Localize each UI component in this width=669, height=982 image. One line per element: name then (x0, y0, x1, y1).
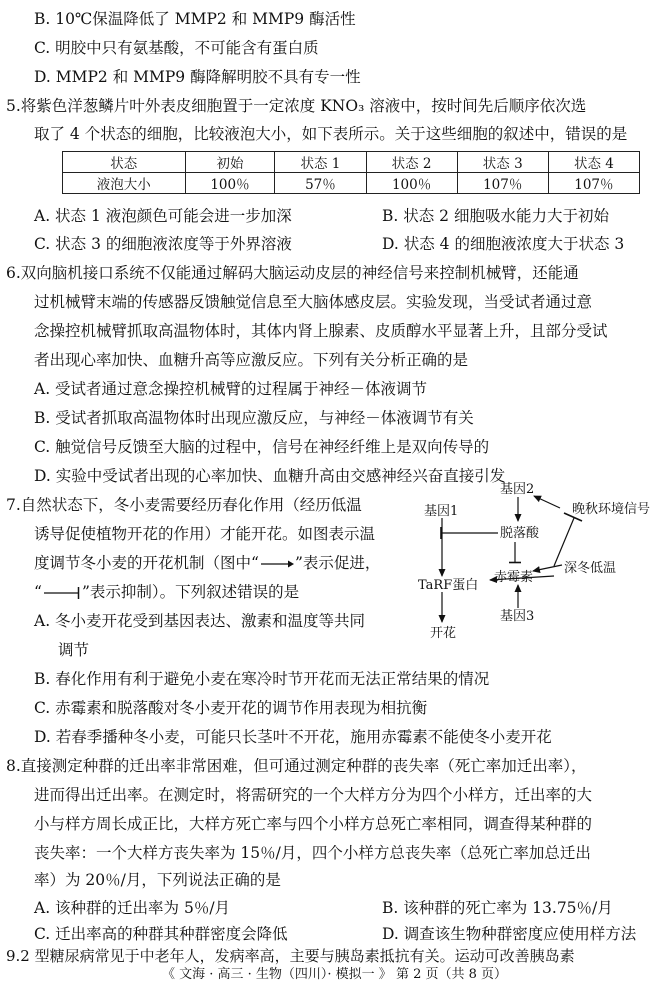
q8-stem-4: 丧失率：一个大样方丧失率为 15％/月，四个小样方总丧失率（总死亡率加总迁出 (34, 844, 591, 862)
q7-option-b: B. 春化作用有利于避免小麦在寒冷时节开花而无法正常结果的情况 (34, 670, 490, 688)
q7-stem-2: 诱导促使植物开花的作用）才能开花。如图表示温 (34, 525, 376, 543)
gene3-label: 基因3 (500, 609, 535, 624)
q8-stem-1: 8.直接测定种群的迁出率非常困难，但可通过测定种群的丧失率（死亡率加迁出率）， (6, 757, 587, 775)
q8-option-c: C. 迁出率高的种群其种群密度会降低 (34, 925, 288, 943)
table-cell: 状态 2 (366, 152, 457, 173)
page-footer: 《 文海 · 高三 · 生物（四川）· 模拟一 》 第 2 页（共 8 页） (161, 967, 508, 982)
table-cell: 状态 3 (457, 152, 548, 173)
table-cell: 107％ (548, 173, 639, 194)
q5-stem-1: 5.将紫色洋葱鳞片叶外表皮细胞置于一定浓度 KNO₃ 溶液中，按时间先后顺序依次选 (6, 97, 587, 115)
q6-stem-4: 者出现心率加快、血糖升高等应激反应。下列有关分析正确的是 (34, 351, 469, 369)
q7-stem-3-tail: ”表示促进， (294, 554, 381, 572)
q8-option-b: B. 该种群的死亡率为 13.75％/月 (382, 899, 613, 917)
q5-option-c: C. 状态 3 的细胞液浓度等于外界溶液 (34, 235, 292, 253)
q8-option-a: A. 该种群的迁出率为 5％/月 (34, 899, 231, 917)
q7-stem-4-open: “ (34, 583, 42, 601)
table-row (63, 152, 640, 173)
line-d-option: D. MMP2 和 MMP9 酶降解明胶不具有专一性 (34, 68, 361, 86)
table-cell: 状态 1 (275, 152, 366, 173)
q5-stem-2: 取了 4 个状态的细胞，比较液泡大小，如下表所示。关于这些细胞的叙述中，错误的是 (34, 125, 628, 143)
q7-stem-3-text: 度调节冬小麦的开花机制（图中“ (34, 554, 259, 572)
promote-arrow-icon (259, 558, 295, 570)
table-cell: 初始 (185, 152, 275, 173)
q8-stem-3: 小与样方周长成正比，大样方死亡率与四个小样方总死亡率相同，调查得某种群的 (34, 815, 593, 833)
q7-stem-3 (34, 553, 380, 573)
q5-option-a: A. 状态 1 液泡颜色可能会进一步加深 (34, 207, 292, 225)
table-cell: 100％ (366, 173, 457, 194)
inhibit-symbol-icon (42, 586, 82, 600)
flowering-mechanism-diagram (414, 478, 666, 644)
gibberellin-label: 赤霉素 (494, 570, 534, 585)
q5-option-b: B. 状态 2 细胞吸水能力大于初始 (382, 207, 609, 225)
q7-option-a-1: A. 冬小麦开花受到基因表达、激素和温度等共同 (34, 612, 366, 630)
table-cell: 状态 (63, 152, 186, 173)
table-cell: 液泡大小 (63, 173, 186, 194)
q8-stem-5: 率）为 20％/月，下列说法正确的是 (34, 871, 281, 889)
q8-option-d: D. 调查该生物种群密度应使用样方法 (382, 925, 637, 943)
q5-option-d: D. 状态 4 的细胞液浓度大于状态 3 (382, 235, 625, 253)
q6-stem-2: 过机械臂末端的传感器反馈触觉信息至大脑体感皮层。实验发现，当受试者通过意 (34, 293, 593, 311)
tarf-protein-label: TaRF蛋白 (418, 578, 479, 593)
q7-option-d: D. 若春季播种冬小麦，可能只长茎叶不开花，施用赤霉素不能使冬小麦开花 (34, 728, 552, 746)
q6-option-a: A. 受试者通过意念操控机械臂的过程属于神经－体液调节 (34, 380, 428, 398)
gene2-label: 基因2 (500, 482, 535, 497)
q6-stem-3: 念操控机械臂抓取高温物体时，其体内肾上腺素、皮质醇水平显著上升，且部分受试 (34, 322, 608, 340)
abscisic-acid-label: 脱落酸 (500, 526, 540, 541)
q7-stem-4-tail: ”表示抑制）。下列叙述错误的是 (81, 583, 300, 601)
q9-stem-1: 9.2 型糖尿病常见于中老年人，发病率高，主要与胰岛素抵抗有关。运动可改善胰岛素 (6, 947, 575, 965)
q6-option-c: C. 触觉信号反馈至大脑的过程中，信号在神经纤维上是双向传导的 (34, 438, 490, 456)
q6-option-d: D. 实验中受试者出现的心率加快、血糖升高由交感神经兴奋直接引发 (34, 467, 506, 485)
flowering-label: 开花 (430, 626, 457, 641)
line-c-option: C. 明胶中只有氨基酸，不可能含有蛋白质 (34, 39, 319, 57)
vacuole-size-table (62, 151, 640, 194)
table-cell: 57％ (275, 173, 366, 194)
q7-option-a-2: 调节 (58, 641, 90, 659)
table-cell: 107％ (457, 173, 548, 194)
q6-option-b: B. 受试者抓取高温物体时出现应激反应，与神经－体液调节有关 (34, 409, 474, 427)
table-cell: 100％ (185, 173, 275, 194)
q6-stem-1: 6.双向脑机接口系统不仅能通过解码大脑运动皮层的神经信号来控制机械臂，还能通 (6, 264, 579, 282)
gene1-label: 基因1 (424, 504, 459, 519)
table-cell: 状态 4 (548, 152, 639, 173)
q7-stem-1: 7.自然状态下，冬小麦需要经历春化作用（经历低温 (6, 496, 362, 514)
q7-option-c: C. 赤霉素和脱落酸对冬小麦开花的调节作用表现为相抗衡 (34, 699, 428, 717)
q8-stem-2: 进而得出迁出率。在测定时，将需研究的一个大样方分为四个小样方，迁出率的大 (34, 786, 593, 804)
q7-stem-4 (34, 582, 299, 602)
table-row (63, 173, 640, 194)
autumn-signal-label: 晚秋环境信号 (572, 502, 651, 517)
line-b-option: B. 10℃保温降低了 MMP2 和 MMP9 酶活性 (34, 10, 356, 28)
winter-cold-label: 深冬低温 (564, 561, 617, 576)
